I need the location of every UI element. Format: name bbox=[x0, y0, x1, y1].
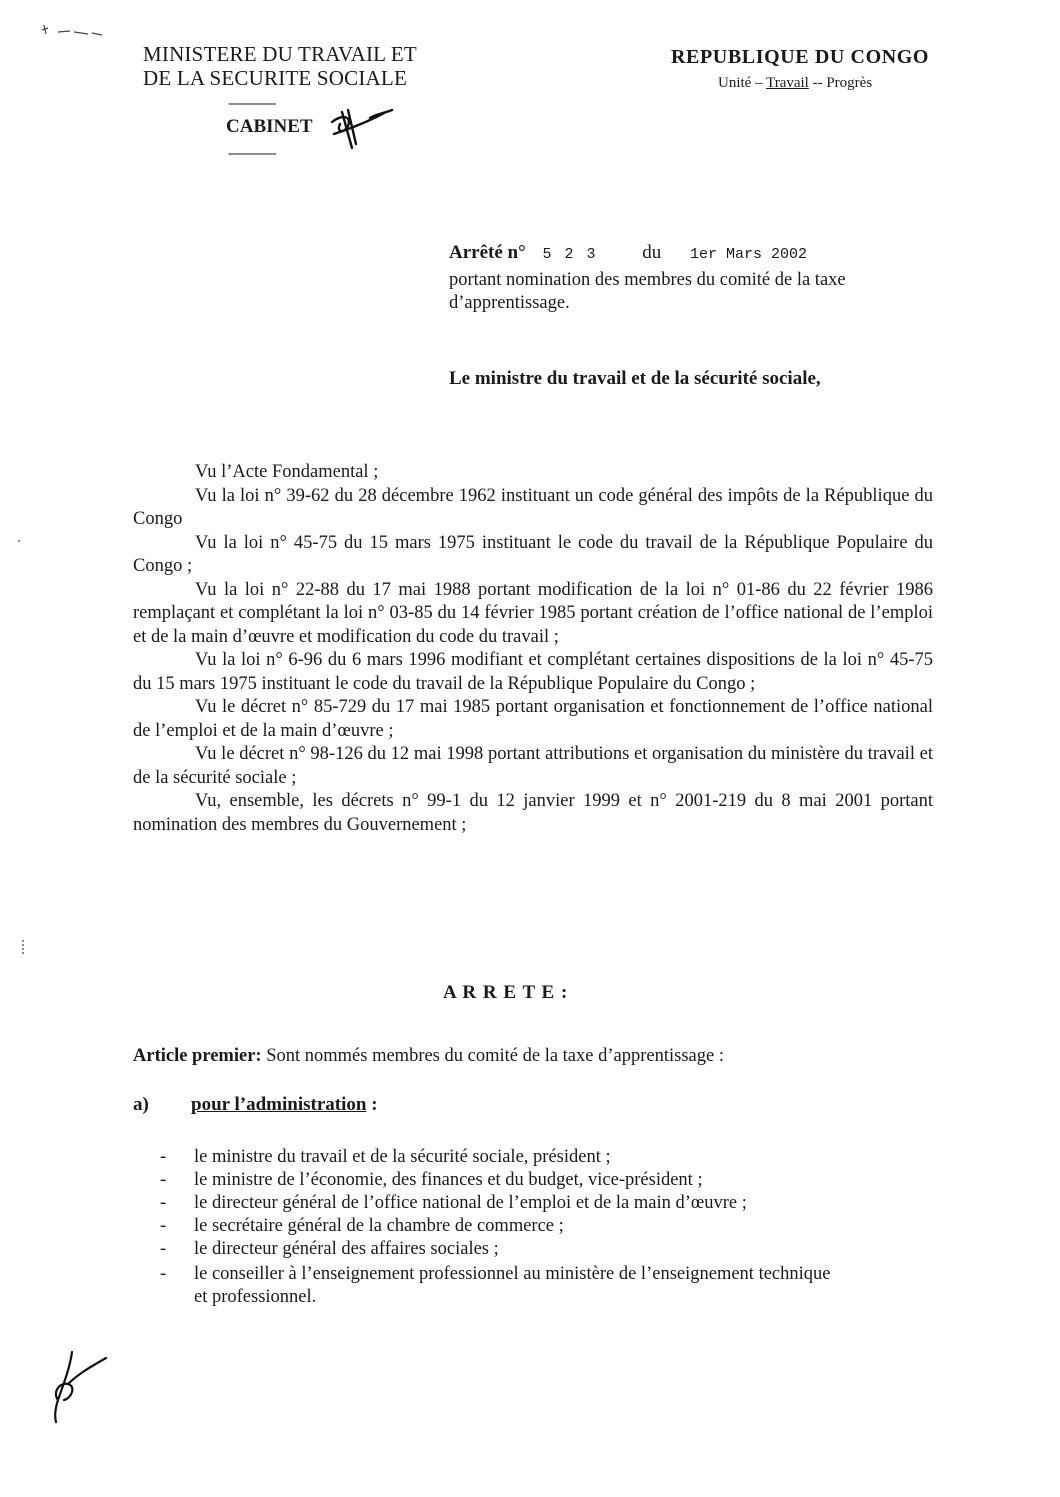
consideration-item: Vu, ensemble, les décrets n° 99-1 du 12 janvier 1999 et n° 2001-219 du 8 mai 2001 portant nomination des membres du Gouvernement ; bbox=[133, 791, 933, 835]
list-item bbox=[160, 1238, 499, 1261]
ministry-name-line2: DE LA SECURITE SOCIALE bbox=[143, 66, 407, 90]
consideration-item: Vu l’Acte Fondamental ; bbox=[195, 462, 379, 482]
divider-top: ------------- bbox=[228, 96, 276, 111]
decree-subject-line2: d’apprentissage. bbox=[449, 293, 570, 313]
motto-travail: Travail bbox=[766, 75, 809, 91]
consideration-item: Vu le décret n° 98-126 du 12 mai 1998 portant attributions et organisation du ministère du travail et de la sécurité sociale ; bbox=[133, 744, 933, 788]
list-item-text: le directeur général des affaires sociales ; bbox=[194, 1239, 499, 1259]
consideration-item: Vu la loi n° 39-62 du 28 décembre 1962 instituant un code général des impôts de la République du Congo bbox=[133, 485, 933, 529]
cabinet-signature-mark bbox=[322, 104, 394, 159]
scan-speck-left-2 bbox=[22, 940, 26, 954]
arrete-heading: A R R E T E : bbox=[443, 982, 569, 1003]
list-bullet: - bbox=[160, 1147, 167, 1167]
consideration-item: Vu la loi n° 45-75 du 15 mars 1975 instituant le code du travail de la République Populaire du Congo ; bbox=[133, 532, 933, 576]
section-a-suffix: : bbox=[366, 1094, 378, 1115]
article-premier bbox=[133, 1046, 724, 1067]
decree-number: 5 2 3 bbox=[542, 246, 598, 263]
list-bullet: - bbox=[160, 1216, 167, 1236]
decree-header bbox=[449, 242, 807, 264]
minister-line: Le ministre du travail et de la sécurité sociale, bbox=[449, 368, 821, 389]
section-a-letter: a) bbox=[133, 1094, 149, 1115]
consideration-item: Vu la loi n° 22-88 du 17 mai 1988 portant modification de la loi n° 01-86 du 22 février 1986 remplaçant et complétant la loi n° 03-85 du 14 février 1985 portant création de l’office national de l’emploi et de la main d’œuvre et modification du code du travail ; bbox=[133, 579, 933, 647]
list-bullet: - bbox=[160, 1193, 167, 1213]
list-item-continuation: et professionnel. bbox=[194, 1287, 317, 1307]
list-item-text: le conseiller à l’enseignement professionnel au ministère de l’enseignement technique bbox=[194, 1264, 831, 1284]
scan-mark-top-left bbox=[40, 22, 110, 47]
decree-du: du bbox=[642, 242, 662, 263]
divider-bottom: ------------- bbox=[228, 146, 276, 161]
consideration-item: Vu le décret n° 85-729 du 17 mai 1985 portant organisation et fonctionnement de l’office national de l’emploi et de la main d’œuvre ; bbox=[133, 697, 933, 741]
scan-speck-left-1 bbox=[18, 540, 20, 542]
motto-unite: Unité – bbox=[718, 75, 767, 91]
list-bullet: - bbox=[160, 1170, 167, 1190]
decree-label: Arrêté n° bbox=[449, 242, 526, 263]
list-item-text: le secrétaire général de la chambre de commerce ; bbox=[194, 1216, 564, 1236]
motto-progres: -- Progrès bbox=[808, 75, 873, 91]
list-item bbox=[160, 1192, 747, 1215]
section-a-title-text: pour l’administration bbox=[191, 1094, 367, 1115]
decree-date: 1er Mars 2002 bbox=[689, 246, 807, 263]
section-a-title bbox=[191, 1094, 378, 1116]
list-item-text: le directeur général de l’office national de l’emploi et de la main d’œuvre ; bbox=[194, 1193, 747, 1213]
republic-motto bbox=[718, 75, 872, 92]
ministry-name-line1: MINISTERE DU TRAVAIL ET bbox=[143, 42, 417, 66]
list-item bbox=[160, 1263, 830, 1286]
list-item bbox=[160, 1169, 703, 1192]
handwritten-initial bbox=[42, 1348, 112, 1433]
list-item bbox=[160, 1146, 611, 1169]
list-item-text: le ministre de l’économie, des finances et du budget, vice-président ; bbox=[194, 1170, 703, 1190]
article-text: Sont nommés membres du comité de la taxe d’apprentissage : bbox=[261, 1046, 724, 1066]
list-bullet: - bbox=[160, 1239, 167, 1259]
decree-subject-line1: portant nomination des membres du comité de la taxe bbox=[449, 270, 846, 290]
list-bullet: - bbox=[160, 1264, 167, 1284]
article-label: Article premier: bbox=[133, 1046, 262, 1066]
republic-title: REPUBLIQUE DU CONGO bbox=[671, 46, 930, 68]
list-item-text: le ministre du travail et de la sécurité sociale, président ; bbox=[194, 1147, 611, 1167]
consideration-item: Vu la loi n° 6-96 du 6 mars 1996 modifiant et complétant certaines dispositions de la loi n° 45-75 du 15 mars 1975 instituant le code du travail de la République Populaire du Congo ; bbox=[133, 650, 933, 694]
cabinet-label: CABINET bbox=[226, 116, 313, 137]
list-item bbox=[160, 1215, 564, 1238]
considerations-block bbox=[133, 461, 933, 837]
